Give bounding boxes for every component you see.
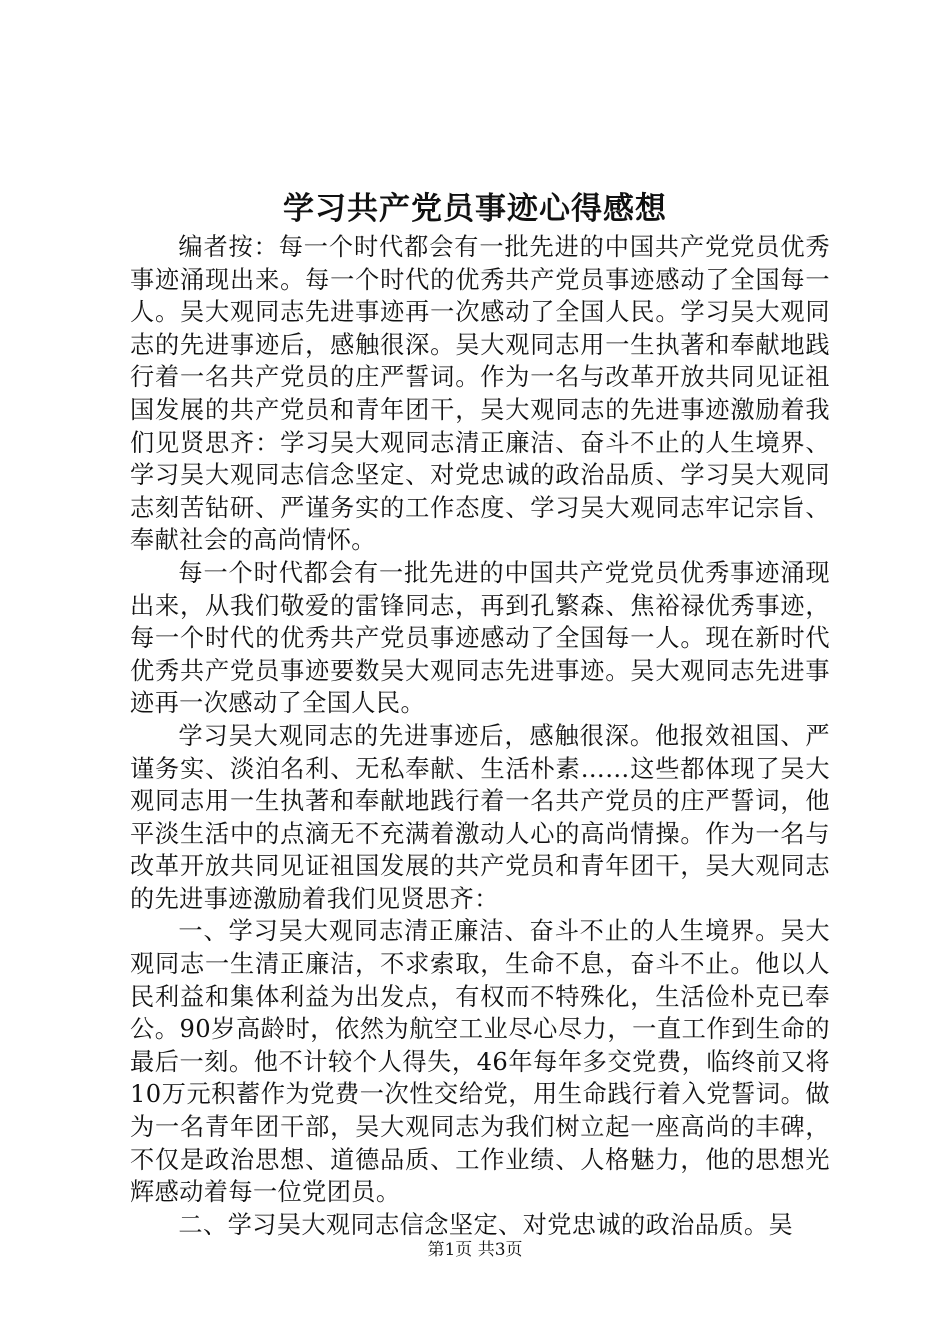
paragraph-editor-note: 编者按：每一个时代都会有一批先进的中国共产党党员优秀事迹涌现出来。每一个时代的优秀共产党员事迹感动了全国每一人。吴大观同志先进事迹再一次感动了全国人民。学习吴大观同志的先进事迹后，感触很深。吴大观同志用一生执著和奉献地践行着一名共产党员的庄严誓词。作为一名与改革开放共同见证祖国发展的共产党员和青年团干，吴大观同志的先进事迹激励着我们见贤思齐：学习吴大观同志清正廉洁、奋斗不止的人生境界、学习吴大观同志信念坚定、对党忠诚的政治品质、学习吴大观同志刻苦钻研、严谨务实的工作态度、学习吴大观同志牢记宗旨、奉献社会的高尚情怀。 bbox=[130, 233, 830, 555]
document-title: 学习共产党员事迹心得感想 bbox=[283, 191, 667, 227]
paragraph-3: 学习吴大观同志的先进事迹后，感触很深。他报效祖国、严谨务实、淡泊名利、无私奉献、生活朴素……这些都体现了吴大观同志用一生执著和奉献地践行着一名共产党员的庄严誓词，他平淡生活中的点滴无不充满着激动人心的高尚情操。作为一名与改革开放共同见证祖国发展的共产党员和青年团干，吴大观同志的先进事迹激励着我们见贤思齐： bbox=[130, 721, 830, 913]
page-footer: 第1页 共3页 bbox=[427, 1240, 523, 1260]
paragraph-section-1: 一、学习吴大观同志清正廉洁、奋斗不止的人生境界。吴大观同志一生清正廉洁，不求索取，生命不息，奋斗不止。他以人民利益和集体利益为出发点，有权而不特殊化，生活俭朴克已奉公。90岁高龄时，依然为航空工业尽心尽力，一直工作到生命的最后一刻。他不计较个人得失，46年每年多交党费，临终前又将10万元积蓄作为党费一次性交给党，用生命践行着入党誓词。做为一名青年团干部，吴大观同志为我们树立起一座高尚的丰碑，不仅是政治思想、道德品质、工作业绩、人格魅力，他的思想光辉感动着每一位党团员。 bbox=[130, 917, 830, 1207]
paragraph-section-2: 二、学习吴大观同志信念坚定、对党忠诚的政治品质。吴 bbox=[178, 1210, 794, 1239]
paragraph-2: 每一个时代都会有一批先进的中国共产党党员优秀事迹涌现出来，从我们敬爱的雷锋同志，再到孔繁森、焦裕禄优秀事迹，每一个时代的优秀共产党员事迹感动了全国每一人。现在新时代优秀共产党员事迹要数吴大观同志先进事迹。吴大观同志先进事迹再一次感动了全国人民。 bbox=[130, 558, 830, 718]
document-body bbox=[130, 231, 830, 1241]
